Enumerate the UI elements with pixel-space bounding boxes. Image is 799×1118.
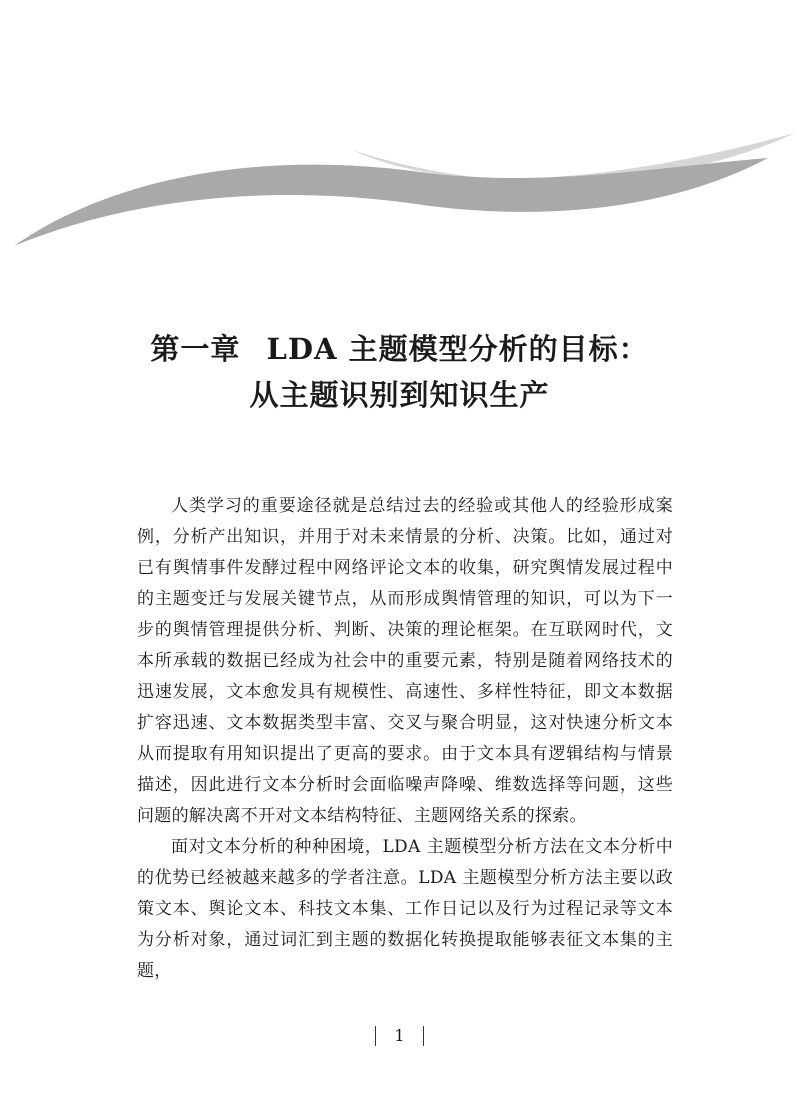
chapter-title-line-2: 从主题识别到知识生产 bbox=[249, 378, 550, 412]
decorative-swoosh bbox=[0, 0, 799, 260]
body-text bbox=[137, 491, 673, 987]
page-number-divider-right bbox=[423, 1026, 424, 1046]
chapter-label: 第一章 bbox=[150, 332, 241, 366]
chapter-title bbox=[0, 326, 799, 418]
chapter-title-line-1 bbox=[0, 326, 799, 372]
page-number: 1 bbox=[394, 1025, 405, 1045]
paragraph: 面对文本分析的种种困境，LDA 主题模型分析方法在文本分析中的优势已经被越来越多的学者注意。LDA 主题模型分析方法主要以政策文本、舆论文本、科技文本集、工作日记以及行为过程记录等文本为分析对象，通过词汇到主题的数据化转换提取能够表征文本集的主题， bbox=[137, 837, 673, 981]
paragraph: 人类学习的重要途径就是总结过去的经验或其他人的经验形成案例，分析产出知识，并用于对未来情景的分析、决策。比如，通过对已有舆情事件发酵过程中网络评论文本的收集，研究舆情发展过程中的主题变迁与发展关键节点，从而形成舆情管理的知识，可以为下一步的舆情管理提供分析、判断、决策的理论框架。在互联网时代，文本所承载的数据已经成为社会中的重要元素，特别是随着网络技术的迅速发展，文本愈发具有规模性、高速性、多样性特征，即文本数据扩容迅速、文本数据类型丰富、交叉与聚合明显，这对快速分析文本从而提取有用知识提出了更高的要求。由于文本具有逻辑结构与情景描述，因此进行文本分析时会面临噪声降噪、维数选择等问题，这些问题的解决离不开对文本结构特征、主题网络关系的探索。 bbox=[137, 496, 673, 826]
swoosh-dark-band bbox=[14, 158, 768, 246]
page-number-divider-left bbox=[375, 1026, 376, 1046]
page-footer bbox=[0, 1023, 799, 1048]
chapter-title-text-1: LDA 主题模型分析的目标： bbox=[266, 332, 649, 366]
